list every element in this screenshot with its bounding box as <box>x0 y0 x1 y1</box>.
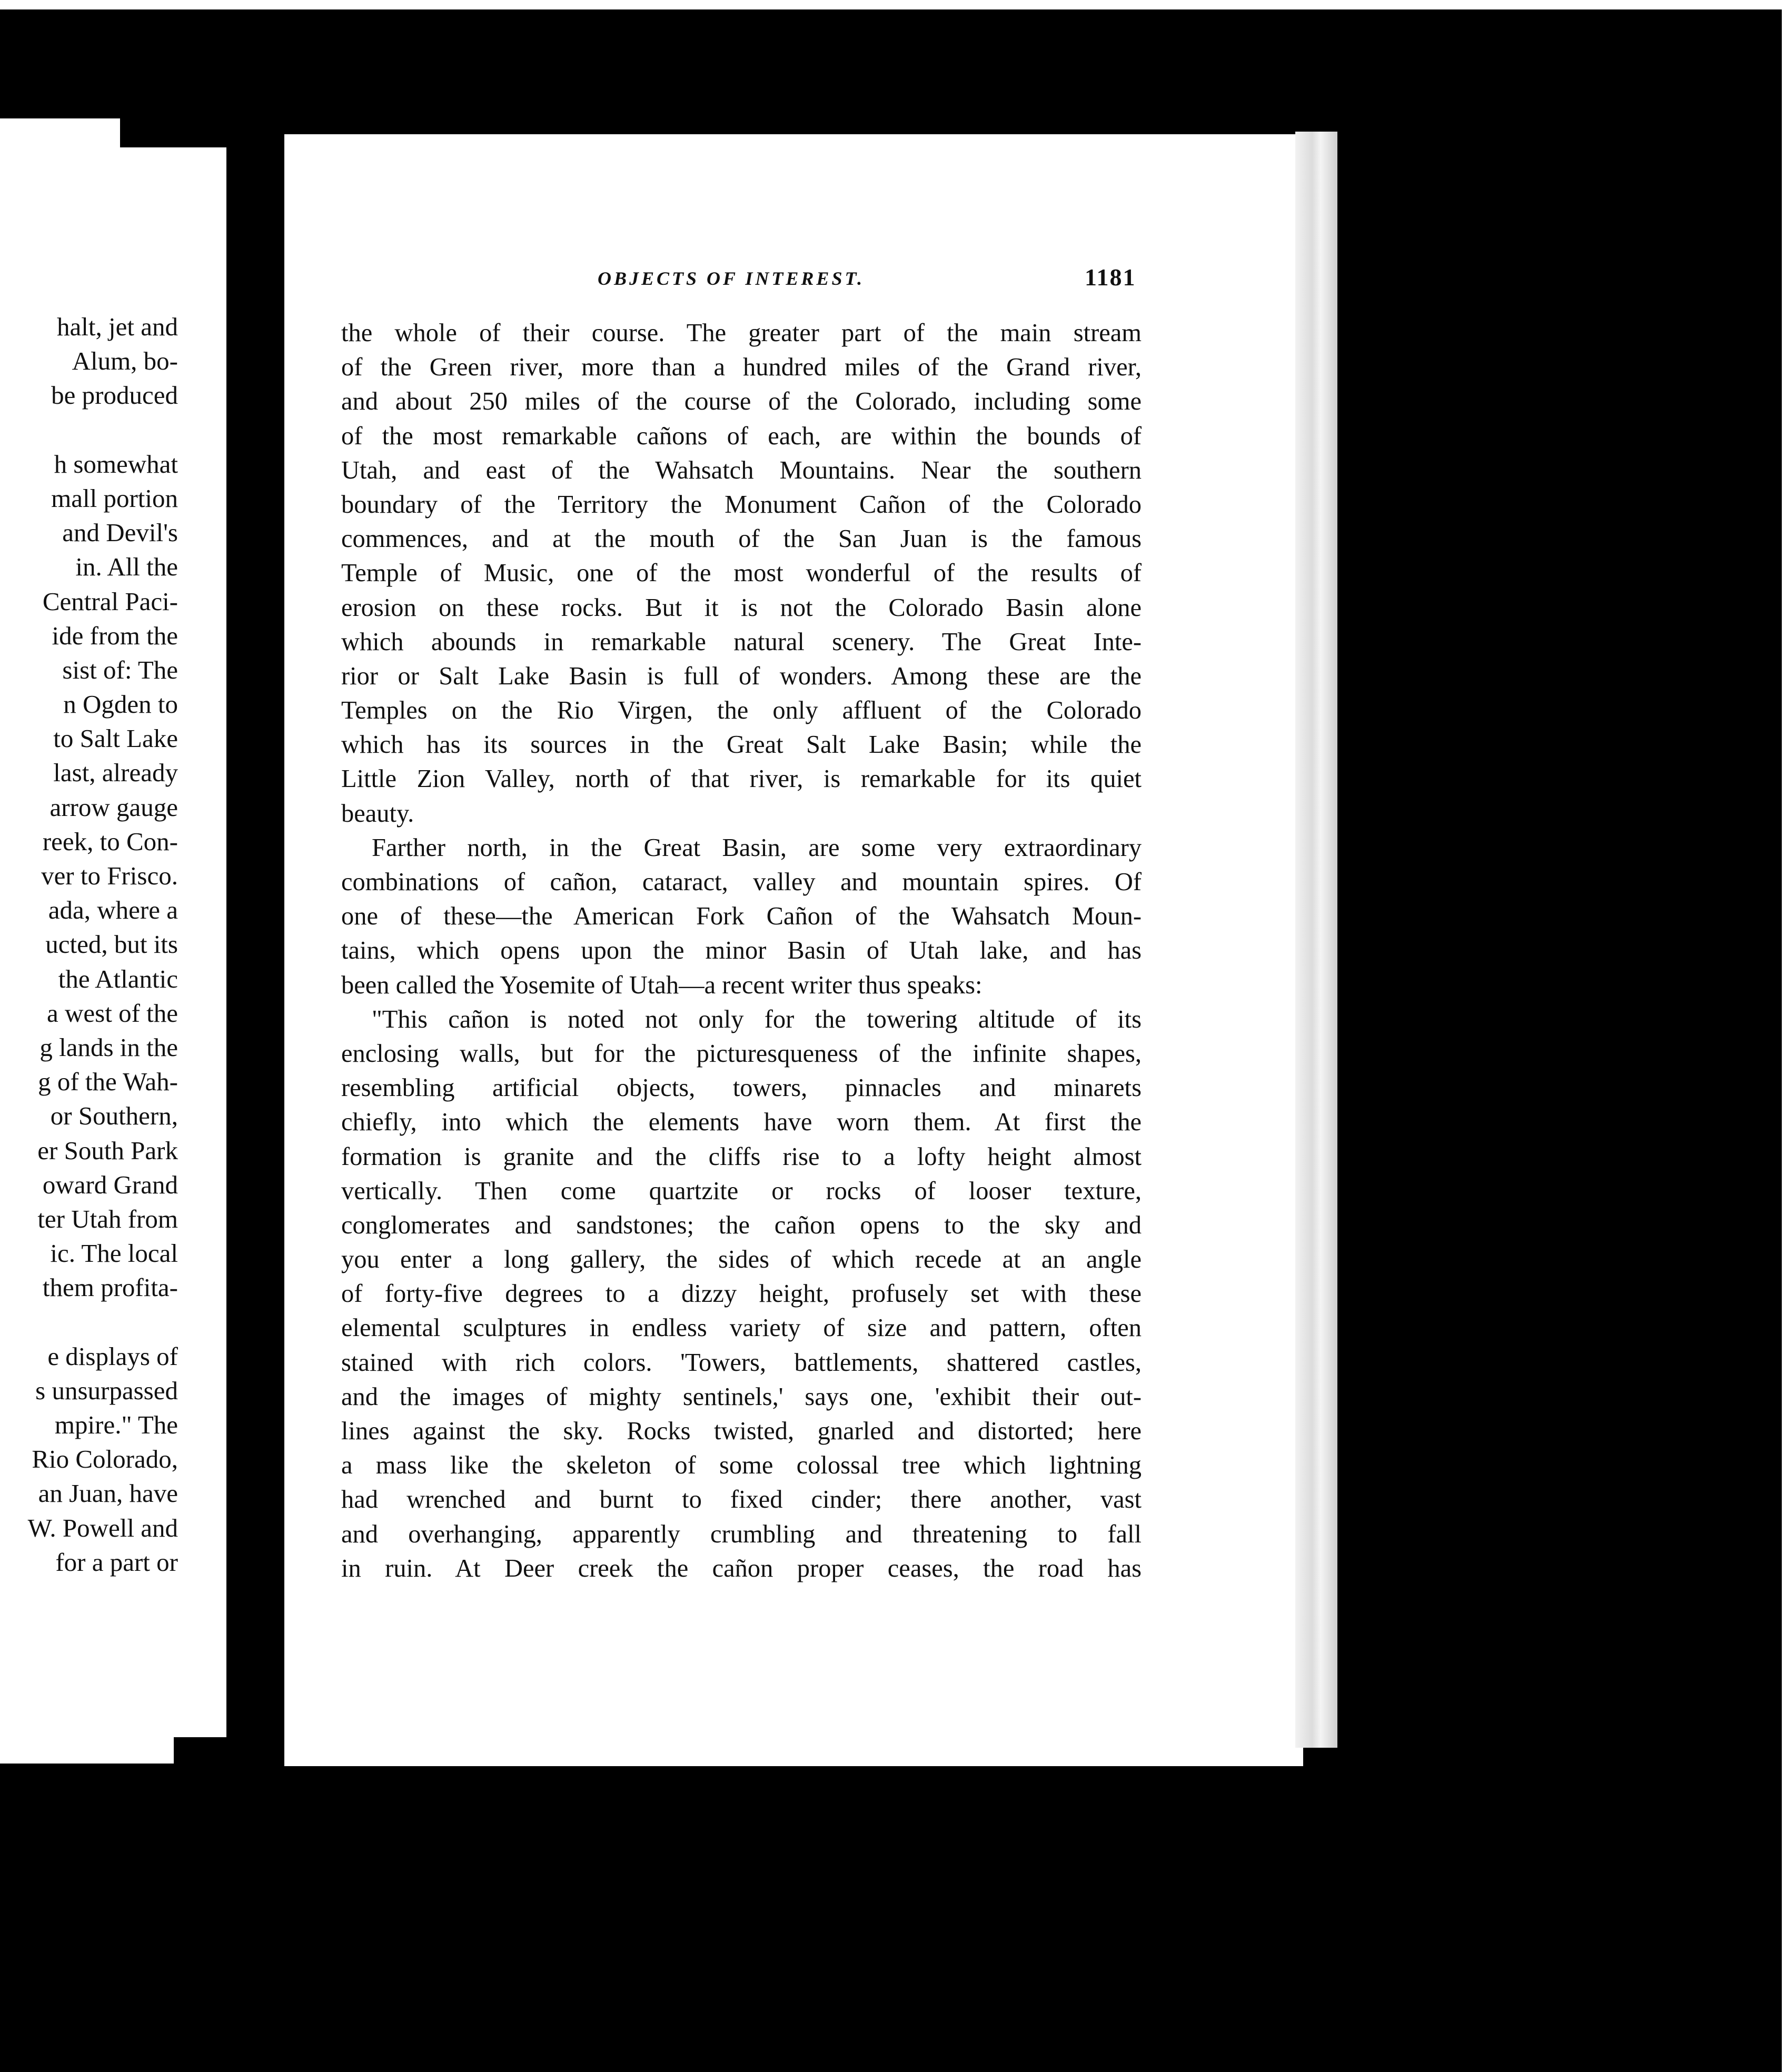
text-line: "This cañon is noted not only for the towering altitude of its <box>372 1005 1142 1033</box>
text-line: Farther north, in the Great Basin, are some very extraordinary <box>372 833 1142 862</box>
left-page-line: arrow gauge <box>49 792 178 822</box>
text-line: Little Zion Valley, north of that river, is remarkable for its quiet <box>341 765 1142 793</box>
text-line: formation is granite and the cliffs rise to a lofty height almost <box>341 1142 1142 1171</box>
left-page-text-column <box>0 310 178 1579</box>
page-edge-stack <box>1295 132 1337 1748</box>
left-page-line: h somewhat <box>54 449 178 479</box>
body-text <box>341 316 1142 1586</box>
left-page-line: reek, to Con- <box>42 826 178 856</box>
left-page-line: e displays of <box>47 1341 178 1371</box>
left-page-line: or Southern, <box>50 1101 178 1131</box>
text-line: been called the Yosemite of Utah—a recent writer thus speaks: <box>341 971 983 999</box>
scan-border-top <box>0 0 1786 9</box>
left-page-line: to Salt Lake <box>53 724 178 753</box>
text-line: and overhanging, apparently crumbling and threatening to fall <box>341 1520 1142 1548</box>
text-line: chiefly, into which the elements have worn them. At first the <box>341 1108 1142 1137</box>
left-page-line: in. All the <box>75 552 178 582</box>
left-page-line: er South Park <box>37 1135 178 1165</box>
left-page-line: mpire." The <box>54 1410 178 1439</box>
spine-shadow-bottom <box>174 1737 295 1764</box>
text-line: enclosing walls, but for the picturesqueness of the infinite shapes, <box>341 1039 1142 1068</box>
left-page-line: W. Powell and <box>27 1513 178 1542</box>
text-line: conglomerates and sandstones; the cañon opens to the sky and <box>341 1211 1142 1239</box>
text-line: a mass like the skeleton of some colossal tree which lightning <box>341 1451 1142 1480</box>
left-page-line: Rio Colorado, <box>32 1445 178 1474</box>
book-gutter <box>226 118 284 1764</box>
text-line: commences, and at the mouth of the San Juan is the famous <box>341 525 1142 553</box>
text-line: Utah, and east of the Wahsatch Mountains. Near the southern <box>341 456 1142 484</box>
text-line: Temples on the Rio Virgen, the only affluent of the Colorado <box>341 696 1142 725</box>
text-line: one of these—the American Fork Cañon of the Wahsatch Moun- <box>341 902 1142 931</box>
text-line: you enter a long gallery, the sides of which recede at an angle <box>341 1246 1142 1274</box>
left-page-line: them profita- <box>42 1273 178 1302</box>
left-page-line: ic. The local <box>50 1239 178 1268</box>
left-page-line: halt, jet and <box>57 312 178 341</box>
left-page-line: ver to Frisco. <box>41 861 178 890</box>
text-line: Temple of Music, one of the most wonderful of the results of <box>341 559 1142 587</box>
left-facing-page <box>0 118 226 1764</box>
left-page-line: be produced <box>51 381 178 410</box>
text-line: erosion on these rocks. But it is not the Colorado Basin alone <box>341 593 1142 622</box>
scan-border-right <box>1782 0 1786 2072</box>
text-line: which abounds in remarkable natural scenery. The Great Inte- <box>341 627 1142 656</box>
left-page-line: oward Grand <box>42 1170 178 1199</box>
left-page-line: for a part or <box>55 1547 178 1577</box>
left-page-line: n Ogden to <box>63 690 178 719</box>
left-page-line: s unsurpassed <box>35 1376 178 1405</box>
text-line: which has its sources in the Great Salt Lake Basin; while the <box>341 731 1142 759</box>
left-page-line <box>0 413 178 447</box>
left-page-line <box>0 1304 178 1339</box>
text-line: in ruin. At Deer creek the cañon proper ceases, the road has <box>341 1554 1142 1582</box>
text-line: of forty-five degrees to a dizzy height, profusely set with these <box>341 1280 1142 1308</box>
left-page-line: ter Utah from <box>37 1204 178 1233</box>
text-line: stained with rich colors. 'Towers, battlements, shattered castles, <box>341 1348 1142 1377</box>
text-line: elemental sculptures in endless variety of size and pattern, often <box>341 1314 1142 1342</box>
left-page-line: ada, where a <box>48 895 178 925</box>
left-page-line: and Devil's <box>62 518 178 547</box>
text-line: resembling artificial objects, towers, pinnacles and minarets <box>341 1074 1142 1102</box>
left-page-line: the Atlantic <box>58 964 178 993</box>
text-line: had wrenched and burnt to fixed cinder; there another, vast <box>341 1486 1142 1514</box>
text-line: rior or Salt Lake Basin is full of wonders. Among these are the <box>341 662 1142 690</box>
left-page-line: ide from the <box>52 621 178 650</box>
page-number: 1181 <box>1085 264 1136 291</box>
text-line: combinations of cañon, cataract, valley and mountain spires. Of <box>341 868 1142 896</box>
text-line: beauty. <box>341 799 414 828</box>
text-line: the whole of their course. The greater part of the main stream <box>341 319 1142 347</box>
left-page-line: Central Paci- <box>42 586 178 616</box>
left-page-line: last, already <box>53 758 178 788</box>
left-page-line: a west of the <box>47 998 178 1028</box>
text-line: of the most remarkable cañons of each, are within the bounds of <box>341 422 1142 450</box>
text-line: vertically. Then come quartzite or rocks of looser texture, <box>341 1177 1142 1205</box>
text-line: and about 250 miles of the course of the Colorado, including some <box>341 387 1142 416</box>
running-head: OBJECTS OF INTEREST. <box>598 268 865 289</box>
left-page-line: Alum, bo- <box>72 346 178 376</box>
text-line: lines against the sky. Rocks twisted, gnarled and distorted; here <box>341 1417 1142 1445</box>
left-page-line: sist of: The <box>62 655 178 684</box>
text-line: of the Green river, more than a hundred miles of the Grand river, <box>341 353 1142 382</box>
left-page-line: mall portion <box>51 483 178 513</box>
text-line: tains, which opens upon the minor Basin of Utah lake, and has <box>341 937 1142 965</box>
left-page-line: g of the Wah- <box>38 1067 178 1097</box>
left-page-line: an Juan, have <box>38 1479 178 1508</box>
left-page-line: g lands in the <box>39 1032 178 1062</box>
text-line: boundary of the Territory the Monument Cañon of the Colorado <box>341 490 1142 519</box>
left-page-line: ucted, but its <box>45 930 178 959</box>
text-line: and the images of mighty sentinels,' says one, 'exhibit their out- <box>341 1382 1142 1411</box>
